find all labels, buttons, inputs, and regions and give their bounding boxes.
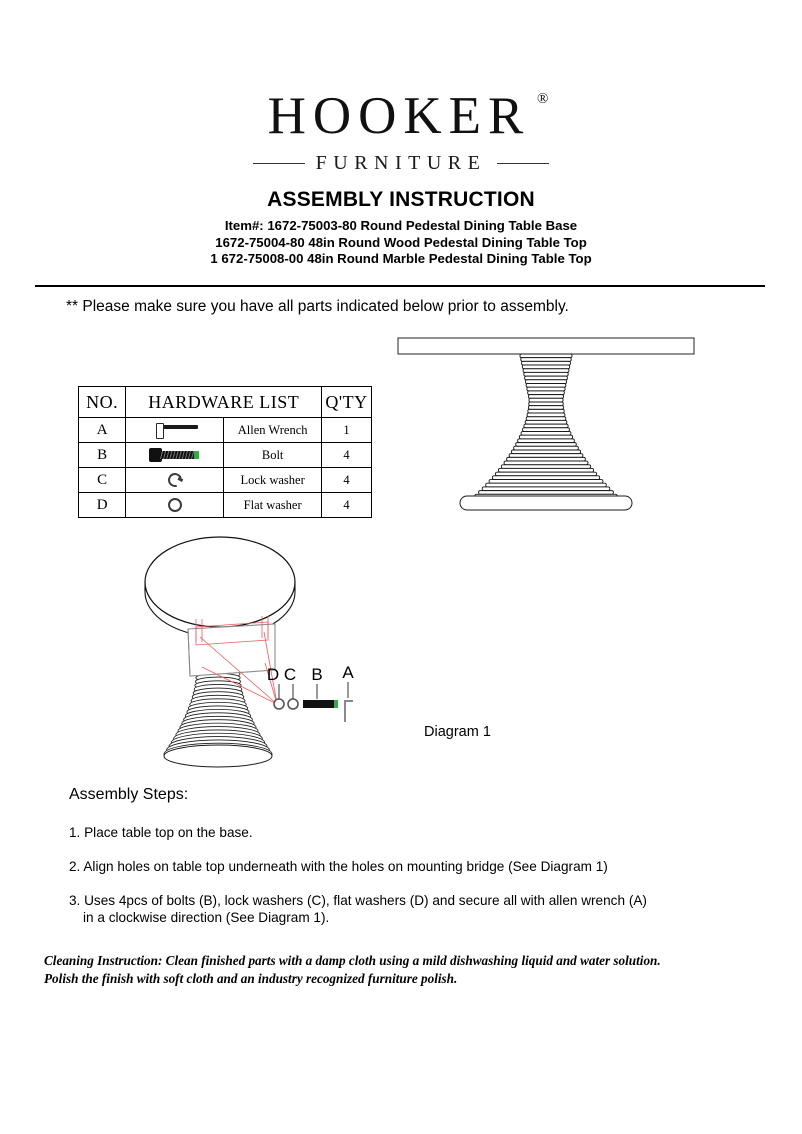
pedestal-slat	[524, 424, 568, 428]
pedestal-slat	[525, 376, 568, 380]
pedestal-slat	[528, 395, 563, 399]
hardware-list-table	[78, 386, 372, 518]
pedestal-slat	[516, 443, 577, 447]
table-top-surface	[145, 537, 295, 627]
pedestal-slat	[519, 435, 572, 439]
assembly-step-3-text: 3. Uses 4pcs of bolts (B), lock washers (C), flat washers (D) and secure all with allen wrench (A)	[69, 893, 647, 908]
pedestal-slat	[501, 465, 590, 469]
assembly-step-3	[69, 892, 759, 926]
pedestal-column-rings	[471, 354, 621, 502]
flat-washer-ring	[168, 498, 182, 512]
callout-label-c: C	[283, 665, 297, 684]
cleaning-line-2: Polish the finish with soft cloth and an industry recognized furniture polish.	[44, 970, 458, 986]
row-letter-b: B	[79, 443, 126, 468]
pedestal-slat	[528, 391, 565, 395]
pedestal-slat	[529, 402, 563, 406]
pedestal-slat	[523, 369, 569, 373]
part-description-a: Allen Wrench	[224, 418, 322, 443]
pedestal-slat	[489, 480, 603, 484]
pedestal-slat	[482, 487, 610, 491]
assembly-steps-heading: Assembly Steps:	[69, 786, 189, 803]
pedestal-slat	[504, 461, 588, 465]
brand-logo	[0, 87, 802, 175]
item-line-3: 1 672-75008-00 48in Round Marble Pedestal Dining Table Top	[210, 251, 592, 266]
table-header-row	[79, 387, 372, 418]
pedestal-base-foot	[460, 496, 632, 510]
column-header-hardware-list: HARDWARE LIST	[126, 387, 322, 418]
pedestal-slat	[525, 420, 567, 424]
table-row	[79, 493, 372, 518]
pedestal-foot-ellipse	[164, 745, 272, 767]
assembly-steps-list	[69, 824, 759, 943]
callout-label-d: D	[266, 665, 280, 684]
row-letter-a: A	[79, 418, 126, 443]
page-title: ASSEMBLY INSTRUCTION	[267, 188, 535, 211]
pedestal-side-elevation-diagram	[396, 336, 696, 518]
part-qty-b: 4	[322, 443, 372, 468]
allen-wrench-glyph	[152, 422, 198, 438]
part-qty-a: 1	[322, 418, 372, 443]
bolt-tip-in-diagram	[334, 700, 338, 708]
callout-label-a: A	[342, 663, 354, 682]
brand-name	[267, 87, 549, 145]
pedestal-slat	[529, 398, 563, 402]
pedestal-slat	[525, 380, 566, 384]
pedestal-slat	[479, 491, 614, 495]
logo-rule-left	[253, 163, 305, 164]
allen-wrench-icon	[126, 418, 224, 443]
pedestal-slat	[495, 472, 596, 476]
part-description-d: Flat washer	[224, 493, 322, 518]
part-description-b: Bolt	[224, 443, 322, 468]
pedestal-slat	[528, 409, 564, 413]
row-letter-c: C	[79, 468, 126, 493]
table-top-perspective	[145, 537, 295, 637]
assembly-step-2-text: 2. Align holes on table top underneath with the holes on mounting bridge (See Diagram 1)	[69, 859, 608, 874]
lock-washer-glyph	[168, 473, 182, 487]
pedestal-slat	[524, 372, 568, 376]
diagram-caption: Diagram 1	[424, 724, 491, 740]
pedestal-slat	[528, 406, 563, 410]
pedestal-slat	[522, 365, 569, 369]
pedestal-slat	[527, 387, 565, 391]
cleaning-line-1: Cleaning Instruction: Clean finished parts with a damp cloth using a mild dishwashing liquid and water solution.	[44, 953, 661, 968]
table-row	[79, 418, 372, 443]
allen-wrench-in-diagram	[344, 700, 353, 722]
part-qty-d: 4	[322, 493, 372, 518]
brand-subtitle-row	[0, 152, 802, 175]
pedestal-slat	[526, 384, 566, 388]
assembly-step-1	[69, 824, 759, 841]
assembly-step-3-continuation: in a clockwise direction (See Diagram 1).	[83, 910, 330, 925]
brand-name-text: HOOKER	[267, 87, 531, 145]
item-line-2: 1672-75004-80 48in Round Wood Pedestal Dining Table Top	[215, 234, 587, 250]
flat-washer-glyph	[168, 498, 182, 512]
pedestal-slat	[518, 439, 575, 443]
pedestal-slat	[498, 468, 593, 472]
assembly-step-2	[69, 858, 759, 875]
callout-label-b: B	[311, 665, 323, 684]
registered-trademark-icon: ®	[537, 91, 549, 107]
assembly-step-1-text: 1. Place table top on the base.	[69, 825, 253, 840]
bolt-glyph	[149, 448, 201, 462]
column-header-no: NO.	[79, 387, 126, 418]
part-description-c: Lock washer	[224, 468, 322, 493]
pedestal-slat	[520, 354, 572, 358]
row-letter-d: D	[79, 493, 126, 518]
bolt-icon	[126, 443, 224, 468]
pedestal-slat	[509, 454, 583, 458]
part-qty-c: 4	[322, 468, 372, 493]
lock-washer-icon	[126, 468, 224, 493]
pedestal-slat	[486, 483, 607, 487]
pedestal-slat	[511, 450, 580, 454]
pedestal-slat	[521, 432, 571, 436]
table-row	[79, 443, 372, 468]
horizontal-divider	[35, 285, 765, 287]
table-top-slab	[398, 338, 694, 354]
cleaning-instruction	[44, 952, 756, 987]
exploded-assembly-diagram	[140, 524, 355, 774]
bolt-tip	[194, 451, 199, 459]
bolt-threads	[160, 451, 196, 459]
hardware-callout-group	[274, 699, 353, 722]
table-row	[79, 468, 372, 493]
parts-check-note: ** Please make sure you have all parts indicated below prior to assembly.	[66, 298, 569, 315]
item-line-1: Item#: 1672-75003-80 Round Pedestal Dining Table Base	[224, 218, 578, 233]
pedestal-slat	[527, 413, 565, 417]
logo-rule-right	[497, 163, 549, 164]
bolt-in-diagram	[303, 700, 335, 708]
wrench-short-arm	[156, 423, 164, 439]
pedestal-slat	[522, 361, 571, 365]
flat-washer-icon	[126, 493, 224, 518]
brand-subtitle: FURNITURE	[315, 152, 487, 174]
column-header-qty: Q'TY	[322, 387, 372, 418]
callout-stems	[279, 682, 348, 699]
pedestal-slat	[514, 446, 579, 450]
item-number-list	[0, 218, 802, 268]
pedestal-slat	[492, 476, 599, 480]
pedestal-slat	[507, 457, 586, 461]
wrench-long-arm	[158, 425, 198, 429]
pedestal-slat	[521, 358, 571, 362]
flat-washer-in-diagram	[274, 699, 284, 709]
pedestal-slat	[526, 417, 566, 421]
lock-washer-in-diagram	[288, 699, 298, 709]
pedestal-slat	[523, 428, 570, 432]
